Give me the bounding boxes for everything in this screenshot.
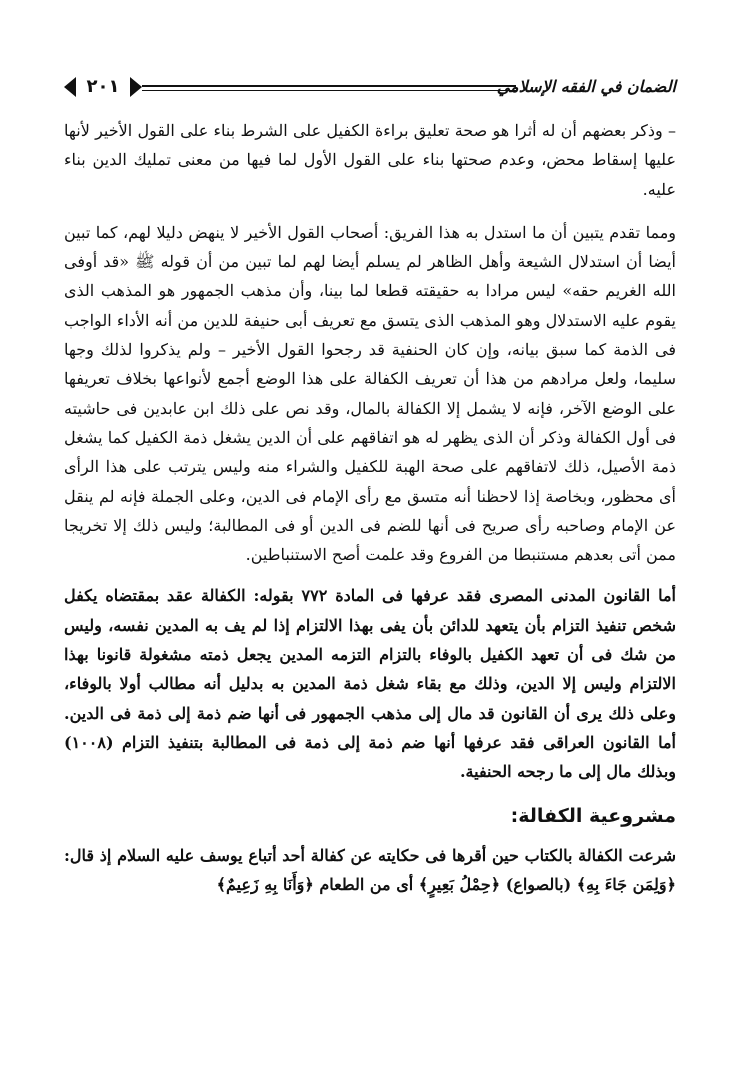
header-rule-thin [142, 90, 516, 91]
page-body [64, 116, 676, 899]
paragraph-3: أما القانون المدنى المصرى فقد عرفها فى المادة ٧٧٢ بقوله: الكفالة عقد بمقتضاه يكفل شخص تنفيذ التزام بأن يتعهد للدائن بأن يفى بهذا الالتزام إذا لم يف به المدين نفسه، وليس من شك فى أن تعهد الكفيل بالوفاء بالتزام التزمه المدين يجعل ذمته مشغولة قانونا بهذا الالتزام وليس إلا الدين، وذلك مع بقاء شغل ذمة المدين به بدليل أنه مطالب أولا بالوفاء، وعلى ذلك يرى أن القانون قد مال إلى مذهب الجمهور فى أنها ضم ذمة إلى ذمة فى الدين. أما القانون العراقى فقد عرفها أنها ضم ذمة إلى ذمة فى المطالبة بتنفيذ التزام (١٠٠٨) وبذلك مال إلى ما رجحه الحنفية. [64, 586, 677, 782]
running-title: الضمان في الفقه الإسلامي [496, 77, 676, 96]
page-number: ٢٠١ [86, 76, 120, 97]
section-heading: مشروعية الكفالة: [510, 804, 676, 827]
paragraph-4: شرعت الكفالة بالكتاب حين أقرها فى حكايته عن كفالة أحد أتباع يوسف عليه السلام إذ قال: ﴿وَلِمَن جَاءَ بِهِ﴾ (بالصواع) ﴿حِمْلُ بَعِيرٍ﴾ أى من الطعام ﴿وَأَنَا بِهِ زَعِيمٌ﴾ [64, 845, 676, 894]
ornament-left-arrow-icon [64, 77, 76, 97]
ornament-right-arrow-icon [130, 77, 142, 97]
paragraph-2: ومما تقدم يتبين أن ما استدل به هذا الفريق: أصحاب القول الأخير لا ينهض دليلا لهم، كما تبين أيضا أن استدلال الشيعة وأهل الظاهر لم يسلم أيضا لهم لما تبين من أن قوله ﷺ «قد أوفى الله الغريم حقه» ليس مرادا به حقيقته قطعا لما بينا، وأن مذهب الجمهور هو المذهب الذى يقوم عليه الاستدلال وهو المذهب الذى يتسق مع تعريف أبى حنيفة للدين من أنه الأداء الواجب فى الذمة كما سبق بيانه، وإن كان الحنفية قد رجحوا القول الأخير – ولم يذكروا لذلك وجها سليما، ولعل مرادهم من هذا أن تعريف الكفالة على هذا الوضع أجمع لأنواعها بخلاف تعريفها على الوضع الآخر، فإنه لا يشمل إلا الكفالة بالمال، وقد نص على ذلك ابن عابدين فى حاشيته فى أول الكفالة وذكر أن الذى يظهر له هو اتفاقهم على أن الدين يشغل ذمة الكفيل كما يشغل ذمة الأصيل، ذلك لاتفاقهم على صحة الهبة للكفيل والشراء منه وليس يترتب على هذا الرأى أى محظور، وبخاصة إذا لاحظنا أنه متسق مع رأى الإمام فى الدين، وعلى الجملة فإنه لم ينقل عن الإمام وصاحبه رأى صريح فى أنها للضم فى الدين أو فى المطالبة؛ وليس ذلك إلا تخريجا ممن أتى بعدهم مستنبطا من الفروع وقد علمت أصح الاستنباطين. [64, 222, 677, 565]
header-rule [142, 85, 516, 87]
page-header [64, 76, 676, 112]
paragraph-1: – وذكر بعضهم أن له أثرا هو صحة تعليق براءة الكفيل على الشرط بناء على القول الأخير لأنها عليها إسقاط محض، وعدم صحتها بناء على القول الأول لما فيها من معنى تمليك الدين بناء عليه. [64, 121, 676, 199]
page-number-ornament [64, 76, 142, 98]
